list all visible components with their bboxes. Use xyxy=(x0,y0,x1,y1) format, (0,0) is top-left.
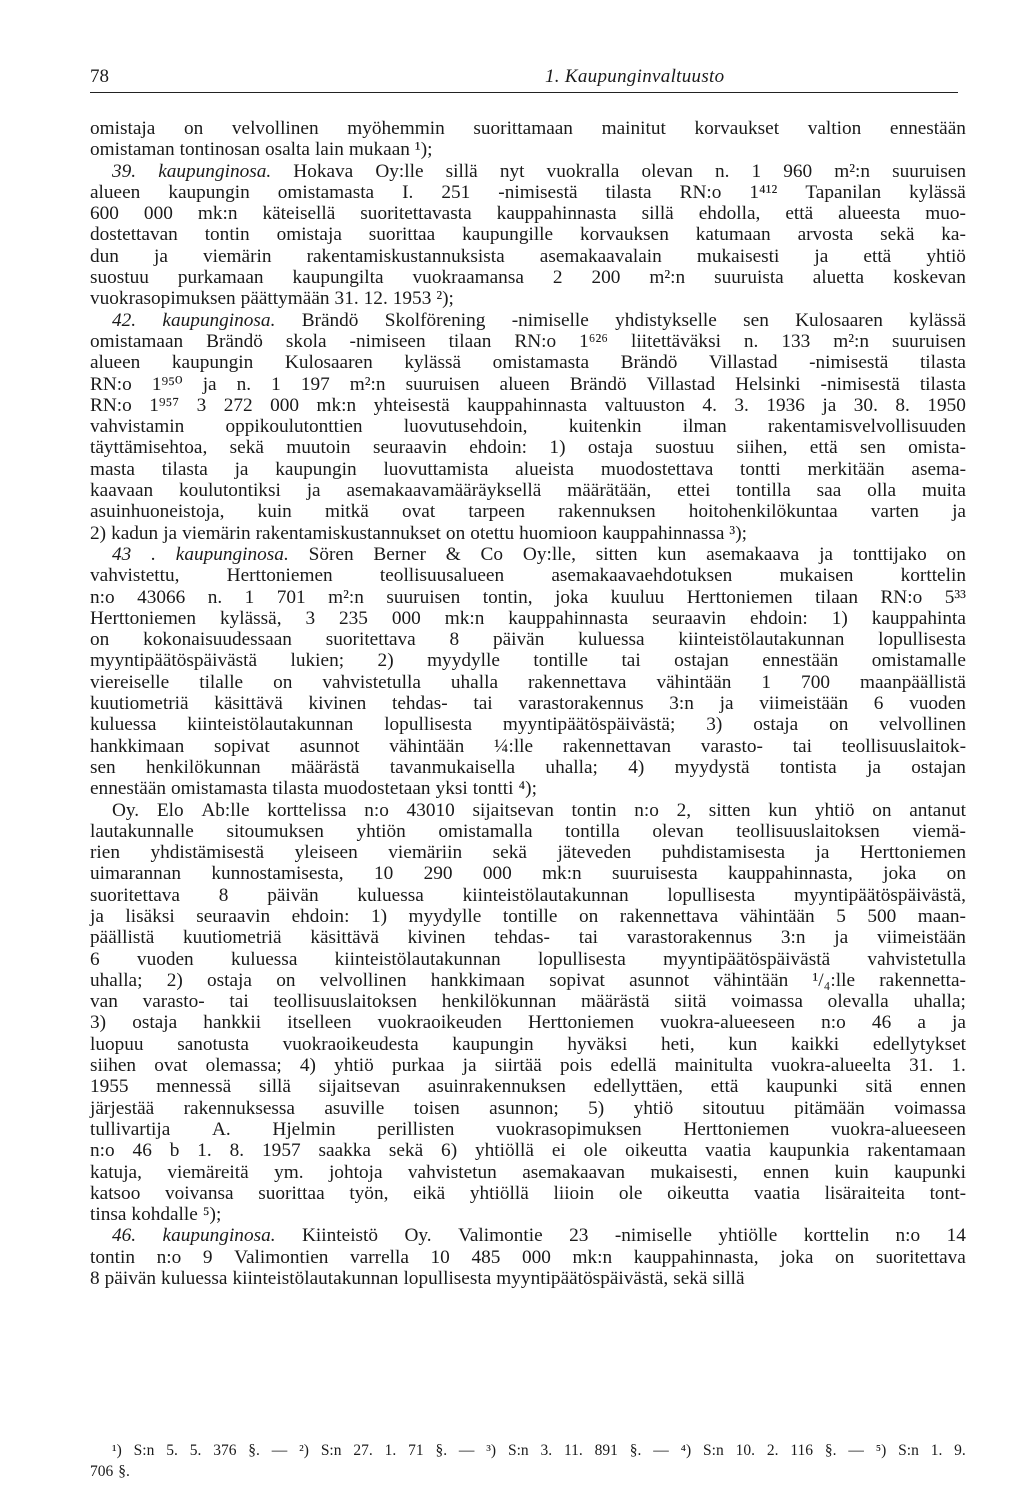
body-line: omistaman tontinosan osalta lain mukaan ¹); xyxy=(90,139,433,161)
body-text xyxy=(90,118,966,1289)
body-line: ja lisäksi seuraavin ehdoin: 1) myydylle tontille on rakennettava vähintään 5 500 maan- xyxy=(90,905,966,927)
body-line: dun ja viemärin rakentamiskustannuksista asemakaavalain mukaisesti ja että yhtiö xyxy=(90,245,966,267)
body-line: 46. kaupunginosa. Kiinteistö Oy. Valimontie 23 -nimiselle yhtiölle korttelin n:o 14 xyxy=(112,1225,966,1247)
body-line: alueen kaupungin Kulosaaren kylässä omistamasta Brändö Villastad -nimisestä tilasta xyxy=(90,352,966,374)
body-line: rien yhdistämisestä yleiseen viemäriin sekä jäteveden puhdistamisesta ja Herttoniemen xyxy=(90,842,966,864)
running-title: 1. Kaupunginvaltuusto xyxy=(545,66,725,87)
body-line: 43 . kaupunginosa. Sören Berner & Co Oy:lle, sitten kun asemakaava ja tonttijako on xyxy=(112,543,966,565)
body-line: 1955 mennessä sillä sijaitsevan asuinrakennuksen edellyttäen, että kaupunki sitä ennen xyxy=(90,1076,966,1098)
body-line: siihen ovat olemassa; 4) yhtiö purkaa ja siirtää pois edellä mainitulta vuokra-alueelta 31. 1. xyxy=(90,1055,966,1077)
body-line: 600 000 mk:n käteisellä suoritettavasta kauppahinnasta sillä ehdolla, että alueesta muo- xyxy=(90,203,966,225)
body-line: suostuu purkamaan kaupungilta vuokraamansa 2 200 m²:n suuruista aluetta koskevan xyxy=(90,267,966,289)
body-line: täyttämisehtoa, sekä muutoin seuraavin ehdoin: 1) ostaja suostuu siihen, että sen omista- xyxy=(90,437,966,459)
body-line: vuokrasopimuksen päättymään 31. 12. 1953 ²); xyxy=(90,288,454,310)
body-line: kuluessa kiinteistölautakunnan lopullisesta myyntipäätöspäivästä; 3) ostaja on velvollinen xyxy=(90,714,966,736)
page-number: 78 xyxy=(90,66,109,87)
body-line: asuinhuoneistoja, kuin mitkä ovat tarpeen rakennuksen hoitohenkilökuntaa varten ja xyxy=(90,501,966,523)
body-line: päällistä kuutiometriä käsittävä kivinen tehdas- tai varastorakennus 3:n ja viimeistään xyxy=(90,927,966,949)
body-line: myyntipäätöspäivästä lukien; 2) myydylle tontille tai ostajan ennestään omistamalle xyxy=(90,650,966,672)
body-line: n:o 46 b 1. 8. 1957 saakka sekä 6) yhtiöllä ei ole oikeutta vaatia kaupunkia rakentamaan xyxy=(90,1140,966,1162)
body-line: ennestään omistamasta tilasta muodostetaan yksi tontti ⁴); xyxy=(90,778,537,800)
body-line: 3) ostaja hankkii itselleen vuokraoikeuden Herttoniemen vuokra-alueeseen n:o 46 a ja xyxy=(90,1012,966,1034)
body-line: järjestää rakennuksessa asuville toisen asunnon; 5) yhtiö sitoutuu pitämään voimassa xyxy=(90,1097,966,1119)
body-line: van varasto- tai teollisuuslaitoksen henkilökunnan määrästä siitä voimassa olevalla uhalla; xyxy=(90,991,966,1013)
body-line: 2) kadun ja viemärin rakentamiskustannukset on otettu huomioon kauppahinnassa ³); xyxy=(90,522,747,544)
body-line: Herttoniemen kylässä, 3 235 000 mk:n kauppahinnasta seuraavin ehdoin: 1) kauppahinta xyxy=(90,607,966,629)
page-header xyxy=(90,64,958,93)
body-line: vahvistamin oppikoulutonttien luovutusehdoin, kuitenkin ilman rakentamisvelvollisuuden xyxy=(90,416,966,438)
body-line: katsoo voivansa suorittaa työn, eikä yhtiöllä liioin ole oikeutta vaatia lisäraiteita tont- xyxy=(90,1182,966,1204)
body-line: vahvistettu, Herttoniemen teollisuusalueen asemakaavaehdotuksen mukaisen korttelin xyxy=(90,565,966,587)
body-line: tontin n:o 9 Valimontien varrella 10 485 000 mk:n kauppahinnasta, joka on suoritettava xyxy=(90,1246,966,1268)
body-line: sen henkilökunnan määrästä tavanmukaisella uhalla; 4) myydystä tontista ja ostajan xyxy=(90,756,966,778)
body-line: suoritettava 8 päivän kuluessa kiinteistölautakunnan lopullisesta myyntipäätöspäivästä, xyxy=(90,884,966,906)
body-line: alueen kaupungin omistamasta I. 251 -nimisestä tilasta RN:o 1⁴¹² Tapanilan kylässä xyxy=(90,181,966,203)
footnotes xyxy=(90,1440,966,1482)
body-line: luopuu sanotusta vuokraoikeudesta kaupungin hyväksi heti, kun kaikki edellytykset xyxy=(90,1033,966,1055)
body-line: on kokonaisuudessaan suoritettava 8 päivän kuluessa kiinteistölautakunnan lopullisesta xyxy=(90,629,966,651)
body-line: tinsa kohdalle ⁵); xyxy=(90,1204,222,1226)
body-line: uhalla; 2) ostaja on velvollinen hankkimaan sopivat asunnot vähintään ¹/₄:lle rakennetta- xyxy=(90,969,966,991)
footnote-line: 706 §. xyxy=(90,1463,130,1480)
body-line: uimarannan kunnostamisesta, 10 290 000 mk:n suuruisesta kauppahinnasta, joka on xyxy=(90,863,966,885)
body-line: katuja, viemäreitä ym. johtoja vahvistetun asemakaavan mukaisesti, ennen kuin kaupunki xyxy=(90,1161,966,1183)
body-line: masta tilasta ja kaupungin luovuttamista alueista muodostettava tontti merkitään asema- xyxy=(90,458,966,480)
body-line: viereiselle tilalle on vahvistetulla uhalla rakennettava vähintään 1 700 maanpäällistä xyxy=(90,671,966,693)
body-line: 8 päivän kuluessa kiinteistölautakunnan lopullisesta myyntipäätöspäivästä, sekä sillä xyxy=(90,1268,745,1290)
body-line: Oy. Elo Ab:lle korttelissa n:o 43010 sijaitsevan tontin n:o 2, sitten kun yhtiö on antanut xyxy=(112,799,966,821)
body-line: omistaja on velvollinen myöhemmin suorittamaan mainitut korvaukset valtion ennestään xyxy=(90,118,966,139)
body-line: omistamaan Brändö skola -nimiseen tilaan RN:o 1⁶²⁶ liitettäväksi n. 133 m²:n suuruisen xyxy=(90,330,966,352)
body-line: RN:o 1⁹⁵⁰ ja n. 1 197 m²:n suuruisen alueen Brändö Villastad Helsinki -nimisestä tilasta xyxy=(90,373,966,395)
body-line: 39. kaupunginosa. Hokava Oy:lle sillä nyt vuokralla olevan n. 1 960 m²:n suuruisen xyxy=(112,160,966,182)
body-line: lautakunnalle sitoumuksen yhtiön omistamalla tontilla olevan teollisuuslaitoksen viemä- xyxy=(90,820,966,842)
body-line: 6 vuoden kuluessa kiinteistölautakunnan lopullisesta myyntipäätöspäivästä vahvistetulla xyxy=(90,948,966,970)
body-line: kuutiometriä käsittävä kivinen tehdas- tai varastorakennus 3:n ja viimeistään 6 vuoden xyxy=(90,693,966,715)
body-line: tullivartija A. Hjelmin perillisten vuokrasopimuksen Herttoniemen vuokra-alueeseen xyxy=(90,1118,966,1140)
body-line: n:o 43066 n. 1 701 m²:n suuruisen tontin, joka kuuluu Herttoniemen tilaan RN:o 5³³ xyxy=(90,586,966,608)
body-line: kaavaan koulutontiksi ja asemakaavamääräyksellä määrätään, ettei tontilla saa olla muita xyxy=(90,480,966,502)
body-line: 42. kaupunginosa. Brändö Skolförening -nimiselle yhdistykselle sen Kulosaaren kylässä xyxy=(112,309,966,331)
body-line: dostettavan tontin omistaja suorittaa kaupungille korvauksen katumaan arvosta sekä ka- xyxy=(90,224,966,246)
footnote-line: ¹) S:n 5. 5. 376 §. — ²) S:n 27. 1. 71 §. — ³) S:n 3. 11. 891 §. — ⁴) S:n 10. 2. 116 §. — ⁵) S:n 1. 9. xyxy=(112,1442,966,1459)
body-line: hankkimaan sopivat asunnot vähintään ¼:lle rakennettavan varasto- tai teollisuuslaitok- xyxy=(90,735,966,757)
body-line: RN:o 1⁹⁵⁷ 3 272 000 mk:n yhteisestä kauppahinnasta valtuuston 4. 3. 1936 ja 30. 8. 1950 xyxy=(90,394,966,416)
